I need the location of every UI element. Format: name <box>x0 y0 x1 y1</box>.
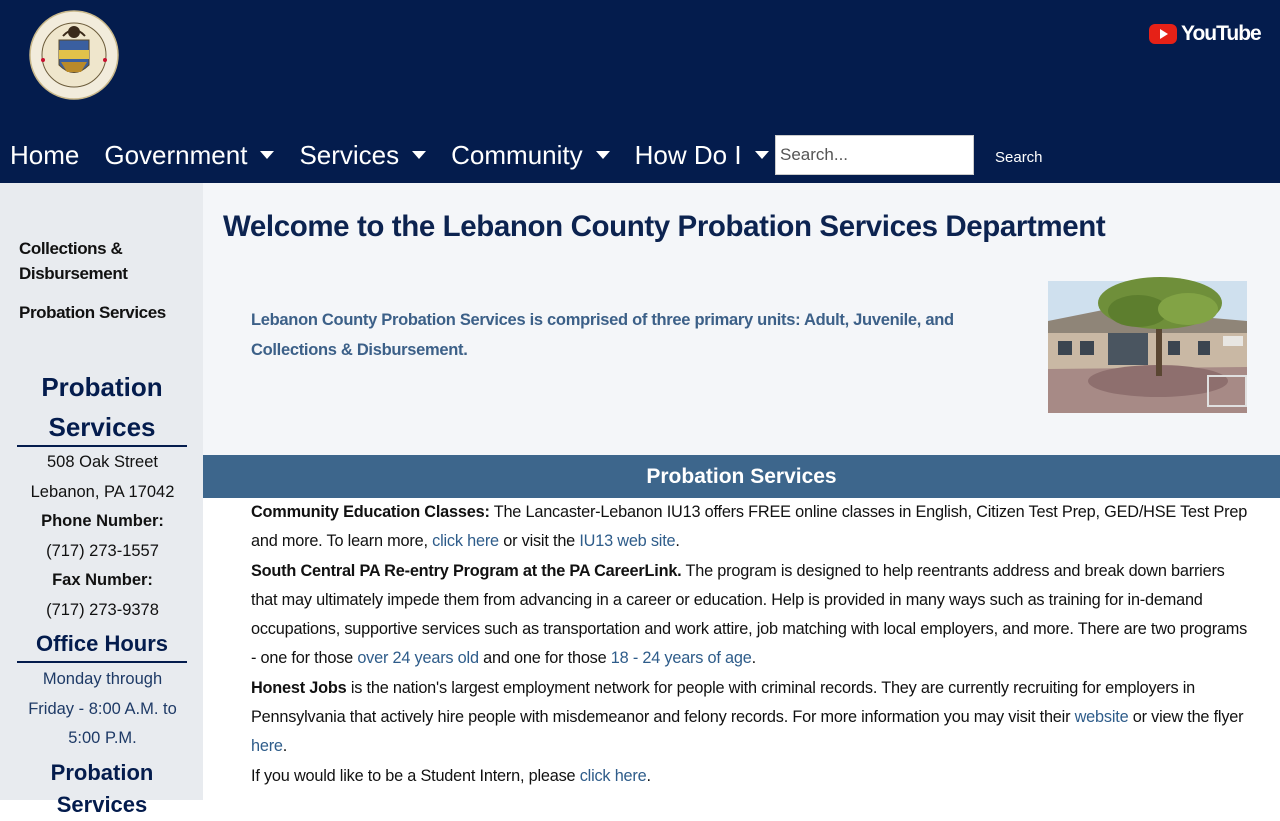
paragraph-text: If you would like to be a Student Intern, please <box>251 766 580 785</box>
search-input[interactable] <box>775 135 974 175</box>
nav-item-services[interactable] <box>299 140 426 171</box>
paragraph-heading: Community Education Classes: <box>251 503 490 521</box>
hours-line3: 5:00 P.M. <box>68 729 137 747</box>
office-hours-title: Office Hours <box>35 631 169 656</box>
youtube-play-icon <box>1149 24 1177 44</box>
sidebar-title-line1: Probation <box>50 760 154 785</box>
paragraph-text: The Lancaster-Lebanon IU13 offers FREE online classes in English, Citizen Test Prep, GED/HSE Test Prep and more. To learn more, <box>251 503 1248 551</box>
nav-item-community[interactable] <box>451 140 609 171</box>
address-line1: 508 Oak Street <box>47 453 158 471</box>
section-header: Probation Services <box>203 455 1280 498</box>
paragraph-heading: Honest Jobs <box>251 678 347 697</box>
intro-text: Lebanon County Probation Services is comprised of three primary units: Adult, Juvenile, and Collections & Disbursement. <box>251 311 954 359</box>
nav-item-label: Home <box>10 139 80 170</box>
main-content <box>203 183 1280 800</box>
divider <box>17 445 187 447</box>
intro-panel <box>203 183 1280 455</box>
nav-item-label: Community <box>451 139 583 170</box>
sidebar-title-line2: Services <box>56 792 148 817</box>
sidebar-title-probation-services-2 <box>17 757 187 821</box>
contact-info <box>0 448 205 625</box>
divider <box>17 661 187 663</box>
sidebar-item-collections-disbursement[interactable] <box>19 236 128 286</box>
paragraph-text: . <box>675 532 680 551</box>
sidebar-title-probation-services <box>17 367 187 447</box>
nav-item-label: Services <box>299 139 400 170</box>
paragraph-text: The program is designed to help reentrants address and break down barriers that may ultimately impede them from advancing in a career or education. Help is provided in many ways such as training for in-demand occupations, supportive services such as transportation and work attire, job matching with local employers, and more. There are two programs - one for those <box>251 561 1248 668</box>
caret-down-icon <box>412 151 426 159</box>
caret-down-icon <box>260 151 274 159</box>
youtube-link[interactable] <box>1149 22 1261 46</box>
sidebar-item-label-line1: Collections & <box>19 239 123 258</box>
sidebar-item-probation-services[interactable]: Probation Services <box>19 303 166 322</box>
flyer-here-link[interactable]: here <box>251 737 283 756</box>
main-nav <box>0 135 769 175</box>
caret-down-icon <box>755 151 769 159</box>
county-seal-logo[interactable] <box>29 10 119 100</box>
nav-item-government[interactable] <box>104 140 274 171</box>
fax-label: Fax Number: <box>52 571 153 589</box>
search-button[interactable]: Search <box>984 143 1054 171</box>
hours-line1: Monday through <box>42 670 163 688</box>
hours-line2: Friday - 8:00 A.M. to <box>28 699 177 718</box>
page-title: Welcome to the Lebanon County Probation Services Department <box>223 210 1106 243</box>
website-link[interactable]: website <box>1074 708 1129 727</box>
nav-item-how-do-i[interactable] <box>635 140 769 171</box>
youtube-label: YouTube <box>1181 22 1261 45</box>
nav-item-label: How Do I <box>634 139 742 170</box>
fax-number: (717) 273-9378 <box>46 600 159 619</box>
paragraph-text: . <box>282 737 288 756</box>
over-24-link[interactable]: over 24 years old <box>357 649 479 668</box>
phone-number[interactable]: (717) 273-1557 <box>46 541 159 560</box>
student-intern-link[interactable]: click here <box>579 766 647 785</box>
site-header <box>0 0 1280 183</box>
iu13-website-link[interactable]: IU13 web site <box>579 532 676 551</box>
sidebar-item-label-line2: Disbursement <box>19 264 128 283</box>
paragraph-text: . <box>751 649 756 668</box>
click-here-link[interactable]: click here <box>432 532 499 551</box>
office-hours-text <box>0 665 205 754</box>
paragraph-community-education <box>251 498 1251 557</box>
phone-label: Phone Number: <box>41 512 164 530</box>
sidebar-title-line2: Services <box>48 412 156 442</box>
caret-down-icon <box>596 151 610 159</box>
paragraph-text: and one for those <box>478 649 611 668</box>
paragraph-text: is the nation's largest employment network for people with criminal records. They are currently recruiting for employers in Pennsylvania that actively hire people with misdemeanor and felony records. For more information you may visit their <box>251 678 1196 727</box>
paragraph-honest-jobs <box>251 674 1251 762</box>
paragraph-text: or visit the <box>498 532 580 551</box>
paragraph-reentry-program <box>251 557 1251 674</box>
section-body <box>251 498 1251 791</box>
address-line2: Lebanon, PA 17042 <box>30 482 175 501</box>
paragraph-heading: South Central PA Re-entry Program at the PA CareerLink. <box>251 561 682 580</box>
paragraph-text: . <box>646 766 651 785</box>
building-photo <box>1048 281 1247 413</box>
sidebar-title-line1: Probation <box>41 372 163 402</box>
paragraph-text: or view the flyer <box>1128 708 1244 727</box>
paragraph-student-intern <box>251 762 1251 791</box>
sidebar <box>0 183 203 817</box>
age-18-24-link[interactable]: 18 - 24 years of age <box>610 649 752 668</box>
nav-item-label: Government <box>104 139 248 170</box>
nav-item-home[interactable] <box>10 140 79 171</box>
